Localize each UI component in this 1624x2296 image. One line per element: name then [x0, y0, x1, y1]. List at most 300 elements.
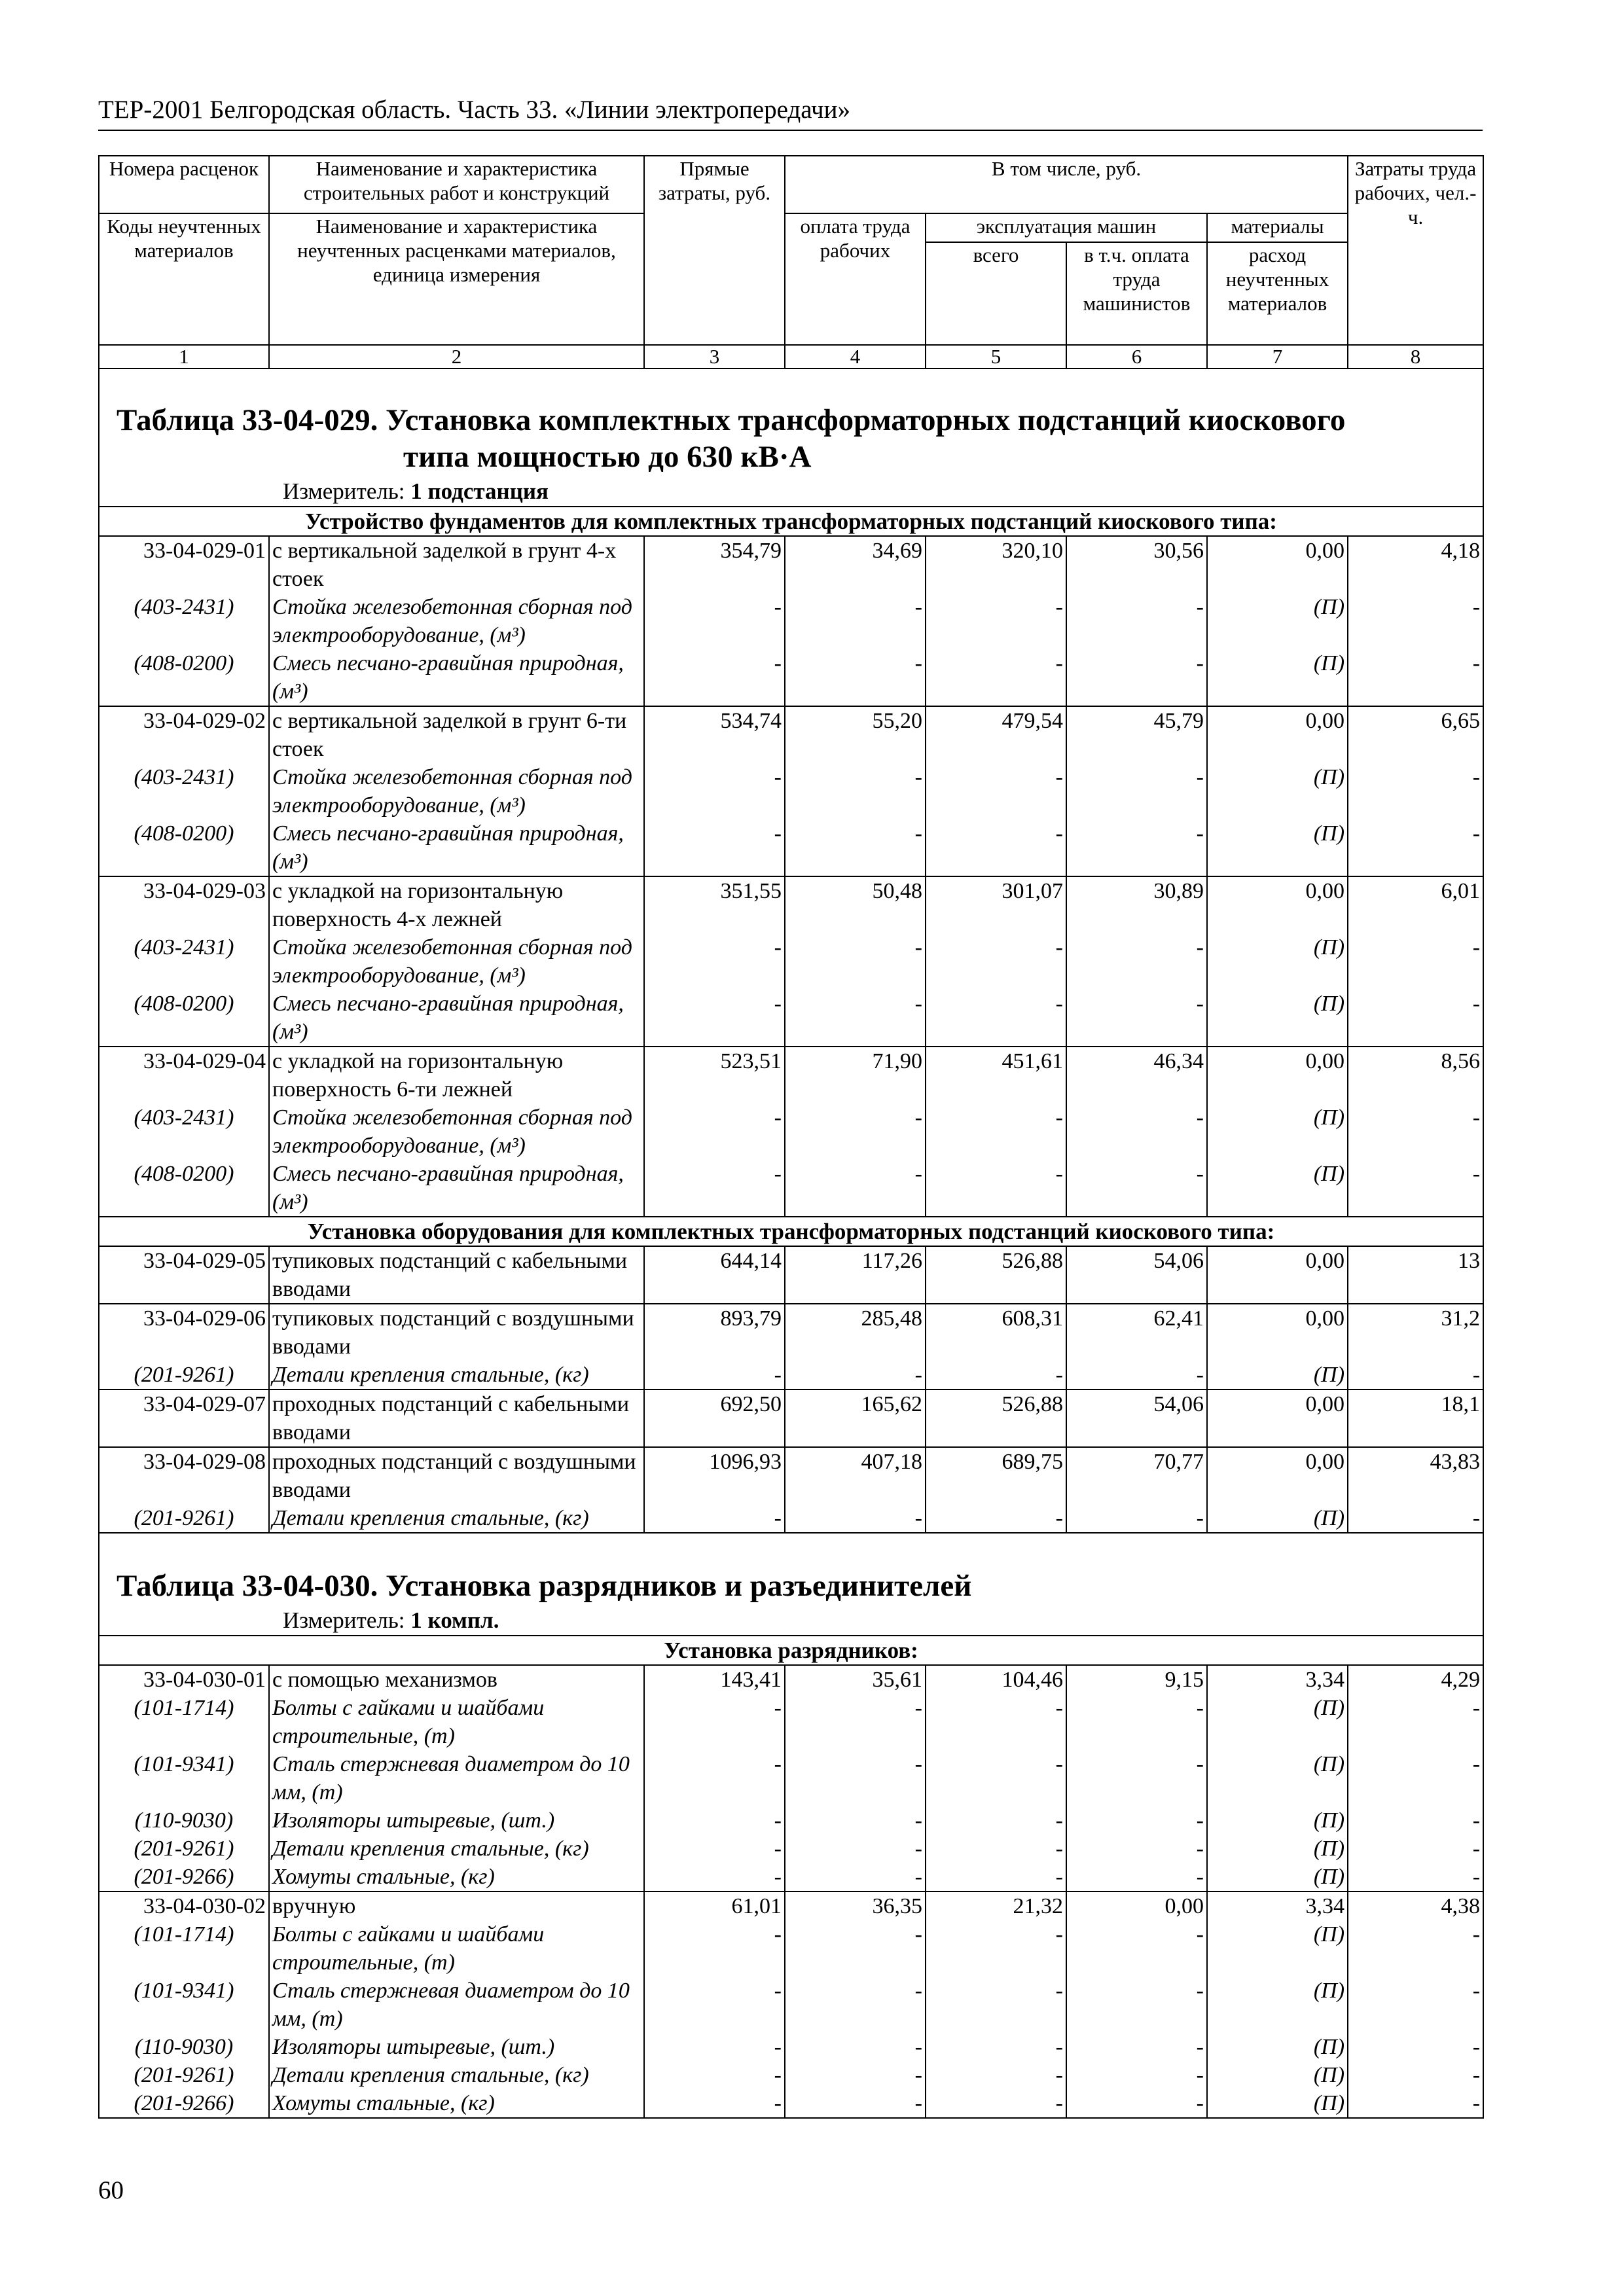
- material-value: (П): [1207, 1504, 1348, 1533]
- rate-value: 21,32: [926, 1892, 1066, 1920]
- material-name: Детали крепления стальные, (кг): [269, 2061, 644, 2089]
- material-value: -: [1066, 819, 1207, 876]
- material-value: -: [926, 990, 1066, 1047]
- rate-row: [99, 1246, 1483, 1304]
- material-name: Болты с гайками и шайбами строительные, (т): [269, 1920, 644, 1977]
- material-value: -: [1348, 2089, 1483, 2118]
- material-value: -: [926, 2033, 1066, 2061]
- rate-row: [99, 1304, 1483, 1361]
- rate-value: 893,79: [644, 1304, 785, 1361]
- material-value: -: [785, 2061, 926, 2089]
- material-name: Изоляторы штыревые, (шт.): [269, 2033, 644, 2061]
- material-name: Изоляторы штыревые, (шт.): [269, 1806, 644, 1835]
- material-value: -: [926, 933, 1066, 990]
- rate-name: тупиковых подстанций с кабельными вводами: [269, 1246, 644, 1304]
- material-value: -: [1066, 1160, 1207, 1217]
- rate-value: 143,41: [644, 1665, 785, 1694]
- rate-value: 35,61: [785, 1665, 926, 1694]
- rate-value: 354,79: [644, 536, 785, 593]
- material-row: [99, 1750, 1483, 1806]
- rate-name: с вертикальной заделкой в грунт 6-ти стоек: [269, 706, 644, 763]
- col-direct-costs-header: Прямые затраты, руб.: [644, 156, 785, 345]
- rate-value: 30,89: [1066, 876, 1207, 933]
- rate-value: 351,55: [644, 876, 785, 933]
- material-name: Стойка железобетонная сборная под электрооборудование, (м³): [269, 593, 644, 649]
- material-value: -: [1066, 1361, 1207, 1390]
- material-value: -: [1066, 1863, 1207, 1892]
- table-title-cell: [99, 1533, 1483, 1636]
- rate-code: 33-04-029-02: [99, 706, 269, 763]
- material-value: -: [644, 2033, 785, 2061]
- rate-value: 526,88: [926, 1246, 1066, 1304]
- material-value: (П): [1207, 1103, 1348, 1160]
- material-row: [99, 1160, 1483, 1217]
- material-value: -: [1348, 1361, 1483, 1390]
- header-row-1: [99, 156, 1483, 213]
- material-value: -: [1066, 933, 1207, 990]
- rate-value: 301,07: [926, 876, 1066, 933]
- material-value: -: [1066, 1920, 1207, 1977]
- material-value: -: [1066, 593, 1207, 649]
- material-value: (П): [1207, 1160, 1348, 1217]
- material-value: -: [785, 819, 926, 876]
- material-value: (П): [1207, 1977, 1348, 2033]
- material-code: (101-1714): [99, 1694, 269, 1750]
- measure-value: 1 компл.: [410, 1607, 499, 1633]
- material-value: (П): [1207, 1835, 1348, 1863]
- material-row: [99, 1863, 1483, 1892]
- material-value: -: [1066, 1694, 1207, 1750]
- material-value: -: [926, 1160, 1066, 1217]
- material-value: -: [785, 990, 926, 1047]
- rate-value: 526,88: [926, 1390, 1066, 1447]
- material-value: -: [926, 1920, 1066, 1977]
- material-code: (408-0200): [99, 819, 269, 876]
- material-row: [99, 1504, 1483, 1533]
- rate-value: 479,54: [926, 706, 1066, 763]
- table-title-row: [99, 368, 1483, 507]
- rate-value: 62,41: [1066, 1304, 1207, 1361]
- rate-row: [99, 536, 1483, 593]
- measure-value: 1 подстанция: [410, 478, 549, 504]
- material-code: (101-9341): [99, 1750, 269, 1806]
- col-number: 2: [269, 345, 644, 368]
- rate-name: с укладкой на горизонтальную поверхность 4-х лежней: [269, 876, 644, 933]
- material-value: -: [1348, 1694, 1483, 1750]
- material-value: -: [785, 2089, 926, 2118]
- material-value: -: [1348, 649, 1483, 706]
- rate-row: [99, 1892, 1483, 1920]
- rate-value: 165,62: [785, 1390, 926, 1447]
- material-value: -: [926, 593, 1066, 649]
- material-value: (П): [1207, 819, 1348, 876]
- rate-value: 692,50: [644, 1390, 785, 1447]
- material-value: -: [1348, 1160, 1483, 1217]
- rate-value: 523,51: [644, 1047, 785, 1103]
- rate-value: 30,56: [1066, 536, 1207, 593]
- rate-value: 8,56: [1348, 1047, 1483, 1103]
- material-value: -: [1066, 2033, 1207, 2061]
- rate-value: 55,20: [785, 706, 926, 763]
- material-value: (П): [1207, 2033, 1348, 2061]
- material-value: -: [644, 933, 785, 990]
- material-value: -: [1066, 2089, 1207, 2118]
- material-code: (403-2431): [99, 933, 269, 990]
- rate-value: 4,18: [1348, 536, 1483, 593]
- material-value: (П): [1207, 1694, 1348, 1750]
- rate-row: [99, 1447, 1483, 1504]
- col-rate-number-header: Номера расценок: [99, 156, 269, 213]
- col-number: 7: [1207, 345, 1348, 368]
- rate-value: 3,34: [1207, 1892, 1348, 1920]
- rate-value: 9,15: [1066, 1665, 1207, 1694]
- material-value: -: [1066, 2061, 1207, 2089]
- col-number: 3: [644, 345, 785, 368]
- rate-code: 33-04-029-05: [99, 1246, 269, 1304]
- material-value: -: [785, 1863, 926, 1892]
- rate-value: 0,00: [1207, 1390, 1348, 1447]
- rate-row: [99, 1390, 1483, 1447]
- material-value: (П): [1207, 1920, 1348, 1977]
- material-value: -: [926, 1863, 1066, 1892]
- material-value: -: [1348, 819, 1483, 876]
- section-title: Установка разрядников:: [99, 1636, 1483, 1665]
- col-group-header: В том числе, руб.: [785, 156, 1348, 213]
- col-work-name-header: Наименование и характеристика строительных работ и конструкций: [269, 156, 644, 213]
- rate-value: 407,18: [785, 1447, 926, 1504]
- material-value: -: [926, 819, 1066, 876]
- material-value: -: [785, 1694, 926, 1750]
- material-name: Смесь песчано-гравийная природная, (м³): [269, 1160, 644, 1217]
- material-value: (П): [1207, 1806, 1348, 1835]
- material-code: (101-1714): [99, 1920, 269, 1977]
- material-value: -: [785, 1160, 926, 1217]
- material-row: [99, 819, 1483, 876]
- price-table: [98, 155, 1484, 2119]
- material-value: -: [785, 1504, 926, 1533]
- rate-name: проходных подстанций с воздушными вводами: [269, 1447, 644, 1504]
- rate-value: 54,06: [1066, 1390, 1207, 1447]
- rate-value: 0,00: [1207, 1246, 1348, 1304]
- rate-value: 71,90: [785, 1047, 926, 1103]
- rate-value: 0,00: [1207, 536, 1348, 593]
- material-code: (403-2431): [99, 1103, 269, 1160]
- material-value: -: [644, 1835, 785, 1863]
- material-value: -: [785, 763, 926, 819]
- material-name: Стойка железобетонная сборная под электрооборудование, (м³): [269, 1103, 644, 1160]
- material-value: (П): [1207, 593, 1348, 649]
- rate-value: 3,34: [1207, 1665, 1348, 1694]
- material-value: -: [926, 649, 1066, 706]
- table-title-row: [99, 1533, 1483, 1636]
- material-name: Сталь стержневая диаметром до 10 мм, (т): [269, 1977, 644, 2033]
- material-value: -: [1066, 990, 1207, 1047]
- material-name: Хомуты стальные, (кг): [269, 1863, 644, 1892]
- material-value: -: [644, 990, 785, 1047]
- rate-value: 117,26: [785, 1246, 926, 1304]
- rate-value: 0,00: [1207, 1447, 1348, 1504]
- material-value: -: [926, 1835, 1066, 1863]
- material-value: -: [644, 1920, 785, 1977]
- measure-unit: [102, 475, 1480, 506]
- material-value: -: [644, 1750, 785, 1806]
- material-name: Смесь песчано-гравийная природная, (м³): [269, 990, 644, 1047]
- rate-name: вручную: [269, 1892, 644, 1920]
- material-row: [99, 1920, 1483, 1977]
- material-code: (110-9030): [99, 1806, 269, 1835]
- material-code: (201-9261): [99, 2061, 269, 2089]
- rate-code: 33-04-029-07: [99, 1390, 269, 1447]
- material-value: -: [785, 1977, 926, 2033]
- measure-label: Измеритель:: [283, 1607, 405, 1633]
- material-name: Смесь песчано-гравийная природная, (м³): [269, 649, 644, 706]
- material-value: -: [644, 649, 785, 706]
- material-value: -: [785, 1750, 926, 1806]
- rate-value: 4,38: [1348, 1892, 1483, 1920]
- material-value: -: [785, 2033, 926, 2061]
- page-number: 60: [98, 2176, 124, 2204]
- material-row: [99, 933, 1483, 990]
- col-machines-total-header: всего: [926, 242, 1066, 345]
- rate-name: тупиковых подстанций с воздушными вводами: [269, 1304, 644, 1361]
- material-row: [99, 1103, 1483, 1160]
- material-value: -: [1066, 649, 1207, 706]
- rate-row: [99, 1665, 1483, 1694]
- material-row: [99, 1977, 1483, 2033]
- material-value: -: [785, 649, 926, 706]
- table-title-cell: [99, 368, 1483, 507]
- rate-value: 50,48: [785, 876, 926, 933]
- rate-value: 608,31: [926, 1304, 1066, 1361]
- material-name: Болты с гайками и шайбами строительные, (т): [269, 1694, 644, 1750]
- rate-value: 451,61: [926, 1047, 1066, 1103]
- material-row: [99, 763, 1483, 819]
- table-title: Таблица 33-04-029. Установка комплектных трансформаторных подстанций киоскового: [117, 403, 1346, 437]
- material-value: -: [1348, 1504, 1483, 1533]
- material-value: -: [926, 1504, 1066, 1533]
- rate-value: 689,75: [926, 1447, 1066, 1504]
- material-code: (408-0200): [99, 990, 269, 1047]
- rate-value: 6,65: [1348, 706, 1483, 763]
- material-value: -: [644, 1977, 785, 2033]
- measure-label: Измеритель:: [283, 478, 405, 504]
- material-value: -: [1066, 1750, 1207, 1806]
- material-name: Детали крепления стальные, (кг): [269, 1504, 644, 1533]
- material-value: -: [1348, 933, 1483, 990]
- material-value: -: [644, 819, 785, 876]
- material-value: -: [1348, 1806, 1483, 1835]
- material-value: -: [1348, 990, 1483, 1047]
- rate-name: с помощью механизмов: [269, 1665, 644, 1694]
- material-value: -: [1348, 1977, 1483, 2033]
- material-code: (408-0200): [99, 649, 269, 706]
- table-title-line-2: типа мощностью до 630 кВ·А: [403, 440, 812, 474]
- rate-name: с укладкой на горизонтальную поверхность 6-ти лежней: [269, 1047, 644, 1103]
- material-value: -: [1348, 1920, 1483, 1977]
- rate-code: 33-04-030-01: [99, 1665, 269, 1694]
- material-name: Смесь песчано-гравийная природная, (м³): [269, 819, 644, 876]
- material-value: -: [926, 1694, 1066, 1750]
- rate-value: 285,48: [785, 1304, 926, 1361]
- material-value: (П): [1207, 1750, 1348, 1806]
- material-value: -: [1348, 1103, 1483, 1160]
- material-value: -: [1348, 763, 1483, 819]
- material-value: -: [926, 1103, 1066, 1160]
- rate-value: 534,74: [644, 706, 785, 763]
- material-value: -: [926, 1977, 1066, 2033]
- rate-value: 320,10: [926, 536, 1066, 593]
- material-value: -: [785, 1835, 926, 1863]
- material-name: Стойка железобетонная сборная под электрооборудование, (м³): [269, 763, 644, 819]
- material-value: -: [926, 1806, 1066, 1835]
- material-code: (201-9261): [99, 1504, 269, 1533]
- material-value: -: [1348, 2033, 1483, 2061]
- section-title: Устройство фундаментов для комплектных трансформаторных подстанций киоскового типа:: [99, 507, 1483, 536]
- material-value: -: [1066, 763, 1207, 819]
- material-row: [99, 1361, 1483, 1390]
- col-number: 4: [785, 345, 926, 368]
- col-worker-pay-header: оплата труда рабочих: [785, 213, 926, 345]
- material-value: -: [926, 763, 1066, 819]
- material-value: -: [785, 593, 926, 649]
- rate-row: [99, 1047, 1483, 1103]
- rate-value: 36,35: [785, 1892, 926, 1920]
- material-value: -: [644, 1361, 785, 1390]
- rate-value: 4,29: [1348, 1665, 1483, 1694]
- material-value: -: [644, 1103, 785, 1160]
- rate-value: 43,83: [1348, 1447, 1483, 1504]
- material-value: -: [785, 1806, 926, 1835]
- col-machines-header: эксплуатация машин: [926, 213, 1207, 242]
- rate-value: 1096,93: [644, 1447, 785, 1504]
- measure-unit: [102, 1604, 1480, 1635]
- material-value: (П): [1207, 649, 1348, 706]
- material-value: (П): [1207, 763, 1348, 819]
- material-value: -: [644, 1863, 785, 1892]
- rate-row: [99, 706, 1483, 763]
- col-machinist-pay-header: в т.ч. оплата труда машинистов: [1066, 242, 1207, 345]
- rate-value: 46,34: [1066, 1047, 1207, 1103]
- material-value: -: [644, 1160, 785, 1217]
- column-number-row: [99, 345, 1483, 368]
- material-value: (П): [1207, 990, 1348, 1047]
- rate-value: 34,69: [785, 536, 926, 593]
- material-name: Хомуты стальные, (кг): [269, 2089, 644, 2118]
- header-row-2: [99, 213, 1483, 242]
- material-value: -: [926, 1750, 1066, 1806]
- material-code: (403-2431): [99, 593, 269, 649]
- rate-value: 0,00: [1207, 706, 1348, 763]
- material-value: (П): [1207, 933, 1348, 990]
- rate-value: 54,06: [1066, 1246, 1207, 1304]
- col-number: 6: [1066, 345, 1207, 368]
- material-code: (201-9266): [99, 1863, 269, 1892]
- rate-value: 31,2: [1348, 1304, 1483, 1361]
- material-value: -: [1066, 1103, 1207, 1160]
- material-value: -: [1066, 1806, 1207, 1835]
- material-value: -: [644, 1694, 785, 1750]
- material-value: -: [1066, 1835, 1207, 1863]
- rate-code: 33-04-029-06: [99, 1304, 269, 1361]
- material-code: (408-0200): [99, 1160, 269, 1217]
- rate-value: 61,01: [644, 1892, 785, 1920]
- material-code: (201-9261): [99, 1361, 269, 1390]
- material-value: -: [644, 1504, 785, 1533]
- col-labor-costs-header: Затраты труда рабочих, чел.-ч.: [1348, 156, 1483, 345]
- material-value: -: [1066, 1504, 1207, 1533]
- rate-value: 70,77: [1066, 1447, 1207, 1504]
- section-row: [99, 1636, 1483, 1665]
- rate-row: [99, 876, 1483, 933]
- rate-code: 33-04-029-03: [99, 876, 269, 933]
- material-value: -: [785, 1361, 926, 1390]
- rate-value: 0,00: [1207, 876, 1348, 933]
- material-value: -: [644, 1806, 785, 1835]
- material-value: -: [926, 1361, 1066, 1390]
- rate-code: 33-04-030-02: [99, 1892, 269, 1920]
- material-code: (201-9266): [99, 2089, 269, 2118]
- material-value: -: [1066, 1977, 1207, 2033]
- material-row: [99, 593, 1483, 649]
- col-materials-header: материалы: [1207, 213, 1348, 242]
- table-title: Таблица 33-04-030. Установка разрядников и разъединителей: [117, 1569, 972, 1603]
- material-name: Стойка железобетонная сборная под электрооборудование, (м³): [269, 933, 644, 990]
- material-code: (110-9030): [99, 2033, 269, 2061]
- rate-value: 45,79: [1066, 706, 1207, 763]
- rate-name: проходных подстанций с кабельными вводами: [269, 1390, 644, 1447]
- section-row: [99, 507, 1483, 536]
- section-row: [99, 1217, 1483, 1246]
- material-value: -: [644, 2061, 785, 2089]
- rate-value: 644,14: [644, 1246, 785, 1304]
- material-value: -: [1348, 1863, 1483, 1892]
- rate-value: 0,00: [1066, 1892, 1207, 1920]
- rate-value: 0,00: [1207, 1304, 1348, 1361]
- material-row: [99, 2089, 1483, 2118]
- material-row: [99, 1694, 1483, 1750]
- rate-value: 104,46: [926, 1665, 1066, 1694]
- material-value: -: [785, 1920, 926, 1977]
- material-value: -: [644, 2089, 785, 2118]
- rate-code: 33-04-029-08: [99, 1447, 269, 1504]
- rate-code: 33-04-029-04: [99, 1047, 269, 1103]
- rate-value: 18,1: [1348, 1390, 1483, 1447]
- material-value: -: [644, 593, 785, 649]
- rate-value: 13: [1348, 1246, 1483, 1304]
- material-value: -: [926, 2089, 1066, 2118]
- material-name: Детали крепления стальные, (кг): [269, 1361, 644, 1390]
- material-row: [99, 2061, 1483, 2089]
- material-row: [99, 2033, 1483, 2061]
- material-value: -: [644, 763, 785, 819]
- material-code: (101-9341): [99, 1977, 269, 2033]
- col-number: 5: [926, 345, 1066, 368]
- rate-value: 0,00: [1207, 1047, 1348, 1103]
- material-row: [99, 1835, 1483, 1863]
- material-value: -: [1348, 1835, 1483, 1863]
- material-name: Детали крепления стальные, (кг): [269, 1835, 644, 1863]
- rate-code: 33-04-029-01: [99, 536, 269, 593]
- section-title: Установка оборудования для комплектных трансформаторных подстанций киоскового типа:: [99, 1217, 1483, 1246]
- col-number: 8: [1348, 345, 1483, 368]
- material-value: -: [1348, 1750, 1483, 1806]
- material-value: (П): [1207, 1863, 1348, 1892]
- material-value: -: [1348, 593, 1483, 649]
- material-value: -: [785, 1103, 926, 1160]
- col-number: 1: [99, 345, 269, 368]
- material-code: (201-9261): [99, 1835, 269, 1863]
- material-row: [99, 990, 1483, 1047]
